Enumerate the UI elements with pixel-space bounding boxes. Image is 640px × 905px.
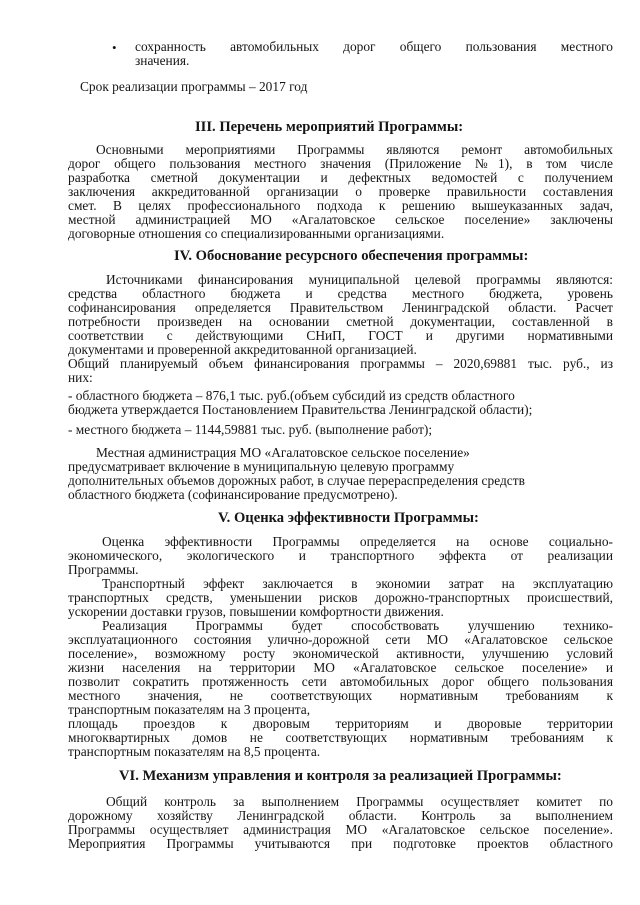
paragraph-line: Источниками финансирования муниципальной целевой программы являются: <box>106 272 613 287</box>
paragraph-line: транспортным показателям на 3 процента, <box>68 702 311 717</box>
paragraph-line: соответствии с действующими СНиП, ГОСТ и другими нормативными <box>68 328 613 343</box>
paragraph-line: Программы осуществляет администрация МО «Агалатовское сельское поселение». <box>68 822 613 837</box>
paragraph-line: дорог общего пользования местного значения (Приложение №1), в том числе <box>68 156 613 171</box>
program-term: Срок реализации программы – 2017 год <box>80 79 308 94</box>
paragraph-line: Мероприятия Программы учитываются при подготовке проектов областного <box>68 836 613 851</box>
funding-line: - местного бюджета – 1144,59881 тыс. руб. (выполнение работ); <box>68 422 433 437</box>
paragraph-line: эксплуатационного состояния улично-дорожной сети МО «Агалатовское сельское <box>68 632 613 647</box>
paragraph-line: экономического, экологического и транспортного эффекта от реализации <box>68 548 613 563</box>
funding-line: - областного бюджета – 876,1 тыс. руб.(объем субсидий из средств областного <box>68 388 515 403</box>
section-heading-4: IV. Обоснование ресурсного обеспечения программы: <box>174 248 529 264</box>
paragraph-line: Общий контроль за выполнением Программы осуществляет комитет по <box>106 794 613 809</box>
paragraph-line: жизни населения на территории МО «Агалатовское сельское поселение» и <box>68 660 613 675</box>
paragraph-line: Местная администрация МО «Агалатовское сельское поселение» <box>96 445 470 460</box>
paragraph-line: областного бюджета (софинансирование предусмотрено). <box>68 487 398 502</box>
funding-line: бюджета утверждается Постановлением Правительства Ленинградской области); <box>68 402 533 417</box>
paragraph-line: смет. В целях профессионального подхода к решению вышеуказанных задач, <box>68 198 613 213</box>
section-heading-5: V. Оценка эффективности Программы: <box>218 510 479 526</box>
paragraph-line: позволит сократить протяженность сети автомобильных дорог общего пользования <box>68 674 613 689</box>
paragraph-line: поселение», возможному росту экономической активности, улучшению условий <box>68 646 613 661</box>
section-heading-3: III. Перечень мероприятий Программы: <box>195 119 464 135</box>
bullet-marker: • <box>112 40 117 55</box>
paragraph-line: договорные отношения со специализированными организациями. <box>68 226 445 241</box>
paragraph-line: Общий планируемый объем финансирования программы – 2020,69881 тыс. руб., из <box>68 356 613 371</box>
paragraph-line: дорожному хозяйству Ленинградской области. Контроль за выполнением <box>68 808 613 823</box>
paragraph-line: транспортным показателям на 8,5 процента. <box>68 744 321 759</box>
paragraph-line: ускорении доставки грузов, повышении комфортности движения. <box>68 604 444 619</box>
paragraph-line: Транспортный эффект заключается в экономии затрат на эксплуатацию <box>102 576 613 591</box>
bullet-text-line: значения. <box>135 53 190 68</box>
paragraph-line: местного значения, не соответствующих нормативным требованиям к <box>68 688 613 703</box>
paragraph-line: Оценка эффективности Программы определяется на основе социально- <box>102 534 613 549</box>
paragraph-line: многоквартирных домов не соответствующих нормативным требованиям к <box>68 730 613 745</box>
paragraph-line: Программы. <box>68 562 139 577</box>
paragraph-line: дополнительных объемов дорожных работ, в случае перераспределения средств <box>68 473 525 488</box>
paragraph-line: разработка сметной документации и дефектных ведомостей с получением <box>68 170 613 185</box>
paragraph-line: местной администрацией МО «Агалатовское сельское поселение» заключены <box>68 212 613 227</box>
section-heading-6: VI. Механизм управления и контроля за реализацией Программы: <box>119 768 562 784</box>
paragraph-line: документами и проверенной аккредитованной организацией. <box>68 342 417 357</box>
paragraph-line: них: <box>68 370 93 385</box>
paragraph-line: площадь проездов к дворовым территориям и дворовые территории <box>68 716 613 731</box>
paragraph-line: средства областного бюджета и средства местного бюджета, уровень <box>68 286 613 301</box>
paragraph-line: Основными мероприятиями Программы являются ремонт автомобильных <box>96 142 613 157</box>
paragraph-line: потребности произведен на основании сметной документации, составленной в <box>68 314 613 329</box>
paragraph-line: заключения аккредитованной организации о проверке правильности составления <box>68 184 613 199</box>
paragraph-line: Реализация Программы будет способствовать улучшению технико- <box>102 618 613 633</box>
paragraph-line: софинансирования определяется Правительством Ленинградской области. Расчет <box>68 300 613 315</box>
bullet-text-line: сохранность автомобильных дорог общего пользования местного <box>135 39 613 54</box>
paragraph-line: транспортных средств, уменьшении рисков дорожно-транспортных происшествий, <box>68 590 613 605</box>
paragraph-line: предусматривает включение в муниципальную целевую программу <box>68 459 455 474</box>
